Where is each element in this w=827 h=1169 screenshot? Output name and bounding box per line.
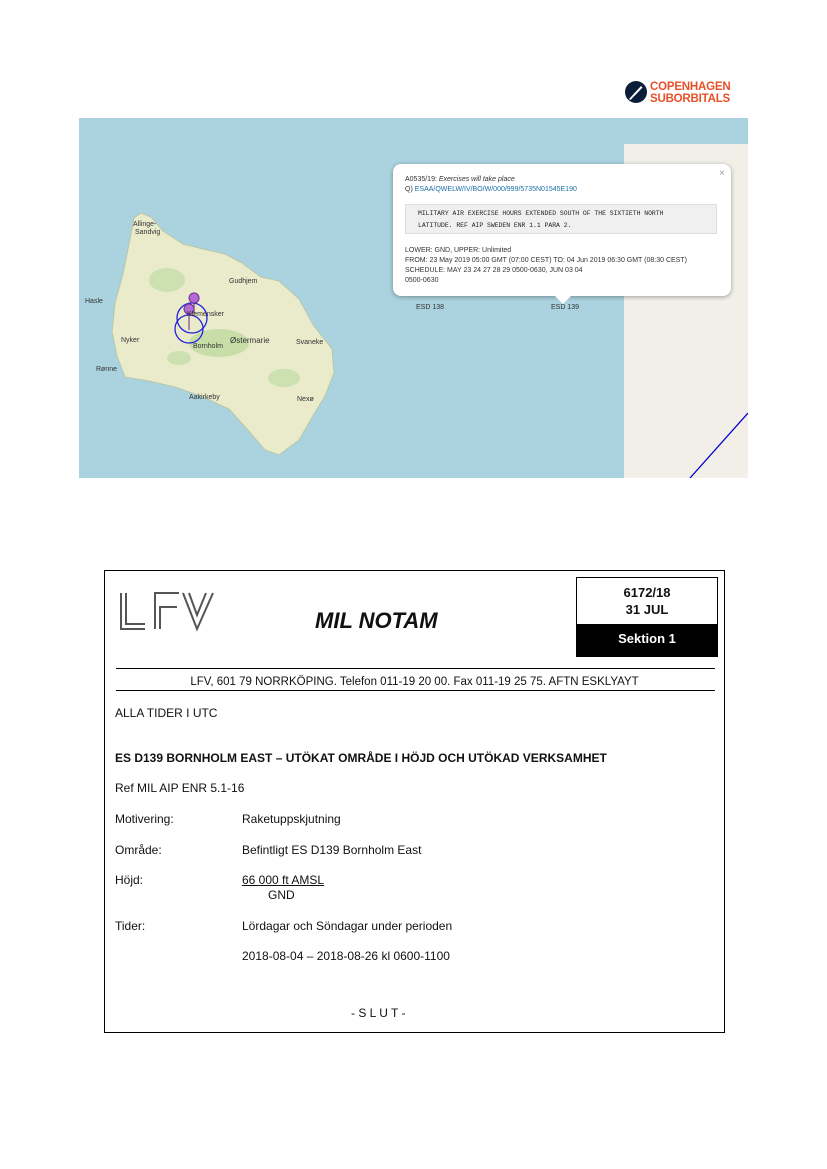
logo-line2: SUBORBITALS: [650, 93, 731, 105]
notam-map[interactable]: [79, 118, 748, 478]
notam-title: MIL NOTAM: [315, 608, 438, 633]
map-label-svaneke: Svaneke: [296, 339, 324, 346]
lfv-logo: [117, 587, 217, 635]
notam-headline: ES D139 BORNHOLM EAST – UTÖKAT OMRÅDE I HÖJD OCH UTÖKAD VERKSAMHET: [115, 751, 607, 765]
notam-reference: Ref MIL AIP ENR 5.1-16: [115, 781, 245, 795]
popup-schedule: SCHEDULE: MAY 23 24 27 28 29 0500-0630, JUN 03 04: [405, 267, 583, 274]
logo-text: [650, 81, 730, 105]
popup-info: [405, 246, 725, 286]
popup-message-line1: MILITARY AIR EXERCISE HOURS EXTENDED SOUTH OF THE SIXTIETH NORTH: [418, 210, 664, 217]
popup-lower-upper: LOWER: GND, UPPER: Unlimited: [405, 247, 512, 254]
close-icon[interactable]: ×: [719, 168, 725, 179]
popup-q-link[interactable]: ESAA/QWELW/IV/BO/W/000/999/5735N01545E190: [414, 186, 577, 193]
map-label-aakirkeby: Aakirkeby: [189, 394, 220, 401]
map-label-sandvig: Sandvig: [135, 229, 161, 236]
popup-schedule-cont: 0500-0630: [405, 277, 439, 284]
tider-value-period: 2018-08-04 – 2018-08-26 kl 0600-1100: [242, 949, 450, 963]
tider-label: Tider:: [115, 919, 146, 933]
popup-header: [405, 176, 515, 183]
map-label-bornholm: Bornholm: [193, 343, 223, 350]
map-label-klemensker: Klemensker: [187, 311, 224, 318]
popup-message-line2: LATITUDE. REF AIP SWEDEN ENR 1.1 PARA 2.: [418, 222, 572, 229]
omrade-label: Område:: [115, 843, 162, 857]
hojd-lower-limit: GND: [268, 888, 295, 902]
hojd-upper-limit: 66 000 ft AMSL: [242, 873, 325, 887]
rocket-icon: [624, 80, 648, 104]
popup-notam-id: A0535/19:: [405, 176, 437, 183]
popup-message: [405, 204, 717, 234]
all-times-utc: ALLA TIDER I UTC: [115, 706, 218, 720]
notam-number: 6172/18: [623, 585, 671, 600]
map-label-esd139: ESD 139: [551, 304, 580, 311]
copenhagen-suborbitals-logo: [624, 80, 749, 110]
popup-from-to: FROM: 23 May 2019 05:00 GMT (07:00 CEST) TO: 04 Jun 2019 06:30 GMT (08:30 CEST): [405, 257, 687, 264]
popup-pointer: [555, 296, 571, 304]
map-label-hasle: Hasle: [85, 298, 103, 305]
notam-end: - S L U T -: [351, 1006, 406, 1020]
hojd-label: Höjd:: [115, 873, 144, 887]
popup-q-line: [405, 186, 577, 193]
map-label-allinge: Allinge-: [133, 221, 157, 228]
map-label-nexo: Nexø: [297, 396, 314, 403]
notam-address: LFV, 601 79 NORRKÖPING. Telefon 011-19 20 00. Fax 011-19 25 75. AFTN ESKLYAYT: [190, 676, 639, 688]
motivering-value: Raketuppskjutning: [242, 812, 341, 826]
motivering-label: Motivering:: [115, 812, 174, 826]
divider-bottom: [116, 690, 715, 691]
notam-popup: [393, 164, 731, 296]
logo-line1: COPENHAGEN: [650, 81, 731, 93]
popup-subject: Exercises will take place: [438, 176, 515, 183]
map-label-ostermarie: Østermarie: [230, 336, 270, 345]
tider-value-days: Lördagar och Söndagar under perioden: [242, 919, 453, 933]
map-label-nyker: Nyker: [121, 337, 140, 344]
notam-id-box: [576, 577, 718, 657]
mil-notam-document: [104, 570, 725, 1033]
notam-section: Sektion 1: [577, 624, 717, 656]
divider-top: [116, 668, 715, 669]
notam-date: 31 JUL: [625, 602, 669, 617]
omrade-value: Befintligt ES D139 Bornholm East: [242, 843, 422, 857]
map-label-ronne: Rønne: [96, 366, 118, 373]
map-label-gudhjem: Gudhjem: [229, 278, 258, 285]
map-label-esd138: ESD 138: [416, 304, 445, 311]
popup-q-prefix: Q): [405, 186, 413, 193]
